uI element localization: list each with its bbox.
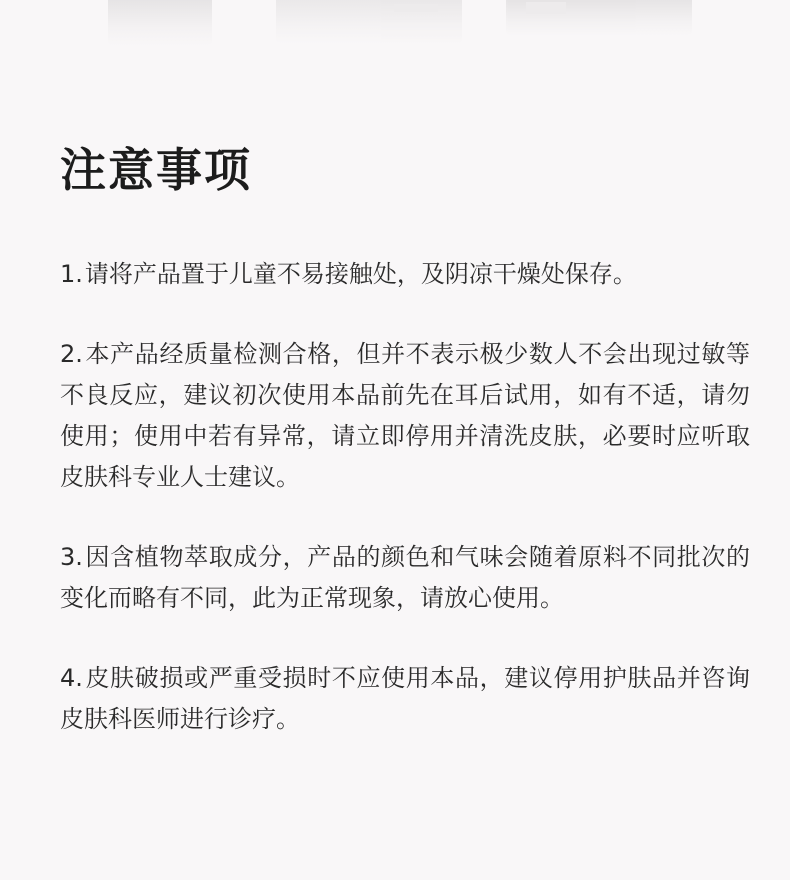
notice-item (60, 537, 750, 619)
notice-number: 4. (60, 664, 83, 692)
notice-text: 本产品经质量检测合格，但并不表示极少数人不会出现过敏等不良反应，建议初次使用本品前先在耳后试用，如有不适，请勿使用；使用中若有异常，请立即停用并清洗皮肤，必要时应听取皮肤科专业人士建议。 (60, 340, 750, 491)
notice-item (60, 254, 750, 295)
notice-text: 请将产品置于儿童不易接触处，及阴凉干燥处保存。 (84, 260, 637, 288)
notice-text: 因含植物萃取成分，产品的颜色和气味会随着原料不同批次的变化而略有不同，此为正常现象，请放心使用。 (60, 543, 750, 612)
notice-number: 1. (60, 260, 83, 288)
product-image-box (276, 0, 462, 44)
notice-item (60, 334, 750, 498)
notice-text: 皮肤破损或严重受损时不应使用本品，建议停用护肤品并咨询皮肤科医师进行诊疗。 (60, 664, 750, 733)
notice-number: 3. (60, 543, 83, 571)
notice-number: 2. (60, 340, 83, 368)
product-image-strip (0, 0, 790, 70)
product-image-package (506, 0, 692, 36)
notice-item (60, 658, 750, 740)
page-title: 注意事项 (60, 143, 252, 197)
notice-list (60, 254, 750, 779)
product-image-bottle (108, 0, 212, 46)
